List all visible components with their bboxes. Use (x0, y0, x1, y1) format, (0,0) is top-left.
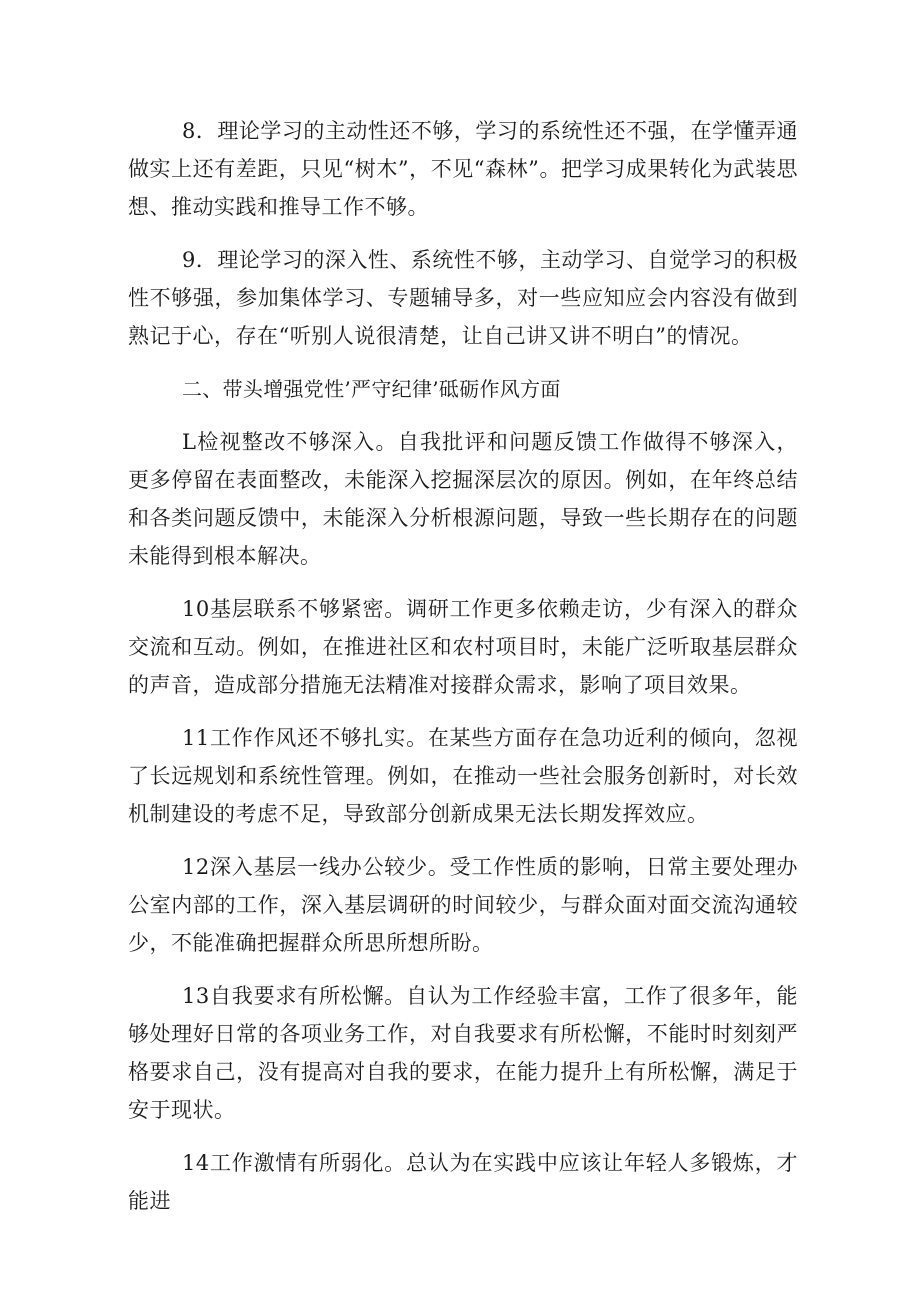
paragraph-item-9: 9．理论学习的深入性、系统性不够，主动学习、自觉学习的积极性不够强，参加集体学习、专题辅导多，对一些应知应会内容没有做到熟记于心，存在“听别人说很清楚，让自己讲又讲不明白”的情况。 (128, 248, 798, 348)
paragraph-item-10: 10基层联系不够紧密。调研工作更多依赖走访，少有深入的群众交流和互动。例如，在推进社区和农村项目时，未能广泛听取基层群众的声音，造成部分措施无法精准对接群众需求，影响了项目效果。 (128, 597, 798, 697)
paragraph-item-8: 8．理论学习的主动性还不够，学习的系统性还不强，在学懂弄通做实上还有差距，只见“树木”，不见“森林”。把学习成果转化为武装思想、推动实践和推导工作不够。 (128, 119, 798, 219)
paragraph-item-14: 14工作激情有所弱化。总认为在实践中应该让年轻人多锻炼，才能进 (128, 1151, 798, 1213)
paragraph-item-1: L检视整改不够深入。自我批评和问题反馈工作做得不够深入，更多停留在表面整改，未能深入挖掘深层次的原因。例如，在年终总结和各类问题反馈中，未能深入分析根源问题，导致一些长期存在的问题未能得到根本解决。 (128, 430, 798, 568)
paragraph-item-11: 11工作作风还不够扎实。在某些方面存在急功近利的倾向，忽视了长远规划和系统性管理。例如，在推动一些社会服务创新时，对长效机制建设的考虑不足，导致部分创新成果无法长期发挥效应。 (128, 726, 798, 826)
paragraph-item-12: 12深入基层一线办公较少。受工作性质的影响，日常主要处理办公室内部的工作，深入基层调研的时间较少，与群众面对面交流沟通较少，不能准确把握群众所思所想所盼。 (128, 855, 798, 955)
section-heading: 二、带头增强党性’严守纪律’砥砺作风方面 (182, 377, 561, 401)
paragraph-item-13: 13自我要求有所松懈。自认为工作经验丰富，工作了很多年，能够处理好日常的各项业务工作，对自我要求有所松懈，不能时时刻刻严格要求自己，没有提高对自我的要求，在能力提升上有所松懈，满足于安于现状。 (128, 984, 798, 1122)
document-body (128, 112, 798, 1235)
